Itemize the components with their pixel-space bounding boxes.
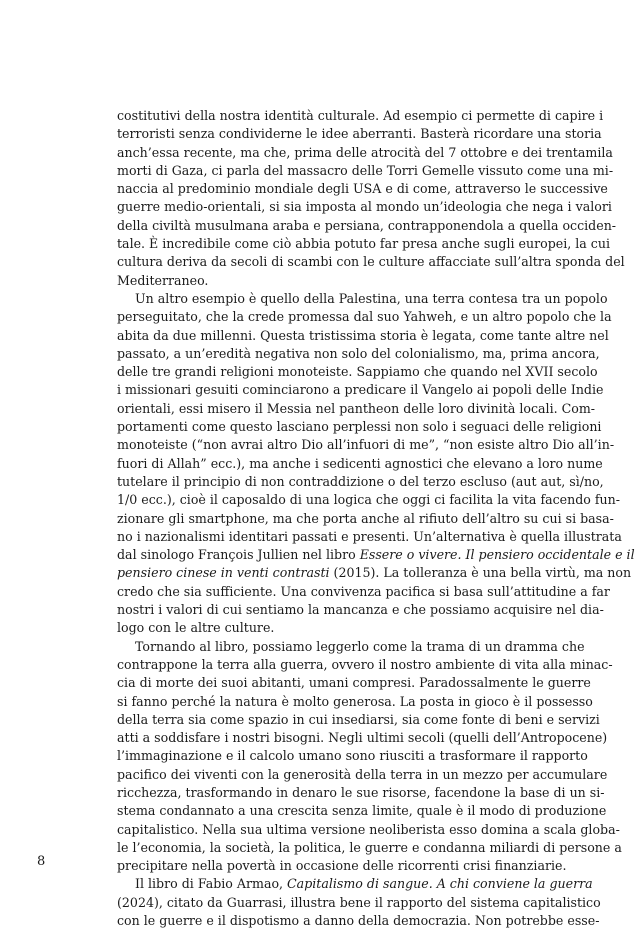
text-line	[117, 491, 621, 509]
book-title: Capitalismo di sangue. A chi conviene la guerra	[287, 876, 593, 892]
text-line	[117, 455, 603, 473]
line-text: nostri i valori di cui sentiamo la mancanza e che possiamo acquisire nel dia-	[117, 602, 604, 618]
line-text: dal sinologo François Jullien nel libro	[117, 547, 360, 563]
text-line	[117, 308, 612, 326]
text-line	[117, 327, 609, 345]
line-text: (2024), citato da Guarrasi, illustra bene il rapporto del sistema capitalistico	[117, 894, 601, 910]
line-text: credo che sia sufficiente. Una convivenza pacifica si basa sull’attitudine a far	[117, 583, 610, 599]
text-line	[117, 217, 617, 235]
line-text: fuori di Allah” ecc.), ma anche i sedicenti agnostici che elevano a loro nume	[117, 455, 603, 471]
text-line	[117, 821, 620, 839]
line-text: si fanno perché la natura è molto generosa. La posta in gioco è il possesso	[117, 693, 593, 709]
line-text: passato, a un’eredità negativa non solo del colonialismo, ma, prima ancora,	[117, 345, 600, 361]
line-text: portamenti come questo lasciano perplessi non solo i seguaci delle religioni	[117, 419, 602, 435]
line-text: della terra sia come spazio in cui insediarsi, sia come fonte di beni e servizi	[117, 711, 600, 727]
line-text: l’immaginazione e il calcolo umano sono riusciti a trasformare il rapporto	[117, 748, 588, 764]
text-line	[117, 235, 610, 253]
line-text: cia di morte dei suoi abitanti, umani compresi. Paradossalmente le guerre	[117, 675, 591, 691]
text-line	[117, 546, 635, 564]
text-line	[117, 875, 593, 893]
text-line	[117, 107, 604, 125]
line-text: tale. È incredibile come ciò abbia potuto far presa anche sugli europei, la cui	[117, 236, 610, 252]
line-text: naccia al predominio mondiale degli USA e di come, attraverso le successive	[117, 181, 608, 197]
text-line	[117, 564, 632, 582]
text-line	[117, 912, 600, 930]
line-text: zionare gli smartphone, ma che porta anche al rifiuto dell’altro su cui si basa-	[117, 510, 614, 526]
text-line	[117, 253, 625, 271]
line-text: tutelare il principio di non contraddizione o del terzo escluso (aut aut, sì/no,	[117, 473, 604, 489]
line-text: i missionari gesuiti cominciarono a predicare il Vangelo ai popoli delle Indie	[117, 382, 604, 398]
line-text: orientali, essi misero il Messia nel pantheon delle loro divinità locali. Com-	[117, 400, 596, 416]
line-text: Tornando al libro, possiamo leggerlo come la trama di un dramma che	[135, 638, 585, 654]
line-text: atti a soddisfare i nostri bisogni. Negli ultimi secoli (quelli dell’Antropocene)	[117, 730, 608, 746]
text-line	[117, 381, 604, 399]
line-text: Un altro esempio è quello della Palestina, una terra contesa tra un popolo	[135, 290, 608, 306]
line-text: contrappone la terra alla guerra, ovvero il nostro ambiente di vita alla minac-	[117, 656, 613, 672]
book-title: Essere o vivere. Il pensiero occidentale e il	[359, 547, 635, 563]
line-text: ricchezza, trasformando in denaro le sue risorse, facendone la base di un si-	[117, 784, 605, 800]
text-line	[117, 528, 622, 546]
body-text	[117, 107, 635, 930]
text-line	[117, 144, 613, 162]
text-line	[117, 638, 585, 656]
line-text: Mediterraneo.	[117, 272, 209, 288]
line-text: Il libro di Fabio Armao,	[135, 876, 288, 892]
text-line	[117, 290, 608, 308]
text-line	[117, 729, 608, 747]
text-line	[117, 674, 591, 692]
text-line	[117, 162, 614, 180]
line-text: della civiltà musulmana araba e persiana, contrapponendola a quella occiden-	[117, 217, 617, 233]
line-text: capitalistico. Nella sua ultima versione neoliberista esso domina a scala globa-	[117, 821, 620, 837]
line-text: terroristi senza condividerne le idee aberranti. Basterà ricordare una storia	[117, 126, 602, 142]
line-text: costitutivi della nostra identità culturale. Ad esempio ci permette di capire i	[117, 108, 604, 123]
line-text: no i nazionalismi identitari passati e presenti. Un’alternativa è quella illustrata	[117, 528, 622, 544]
text-line	[117, 619, 526, 637]
text-line	[117, 583, 610, 601]
text-line	[117, 510, 614, 528]
text-line	[117, 400, 596, 418]
text-line	[117, 894, 601, 912]
text-line	[117, 125, 602, 143]
line-text: delle tre grandi religioni monoteiste. Sappiamo che quando nel XVII secolo	[117, 364, 598, 380]
line-text-after: (2015). La tolleranza è una bella virtù, ma non	[329, 565, 632, 581]
text-line	[117, 601, 604, 619]
book-title: pensiero cinese in venti contrasti	[117, 565, 330, 581]
text-line	[117, 656, 613, 674]
text-line	[117, 198, 612, 216]
text-line	[117, 857, 567, 875]
text-line	[117, 345, 600, 363]
line-text: abita da due millenni. Questa tristissima storia è legata, come tante altre nel	[117, 327, 609, 343]
line-text: morti di Gaza, ci parla del massacro delle Torri Gemelle vissuto come una mi-	[117, 162, 614, 178]
line-text: guerre medio-orientali, si sia imposta al mondo un’ideologia che nega i valori	[117, 199, 612, 215]
text-line	[117, 180, 608, 198]
text-line	[117, 802, 607, 820]
line-text: anch’essa recente, ma che, prima delle atrocità del 7 ottobre e dei trentamila	[117, 144, 613, 160]
line-text: pacifico dei viventi con la generosità della terra in un mezzo per accumulare	[117, 766, 608, 782]
line-text: 1/0 ecc.), cioè il caposaldo di una logica che oggi ci facilita la vita facendo fun-	[117, 492, 621, 508]
line-text: logo con le altre culture.	[117, 620, 275, 636]
text-line	[117, 711, 600, 729]
text-line	[117, 839, 622, 857]
text-line	[117, 436, 615, 454]
line-text: le l’economia, la società, la politica, le guerre e condanna miliardi di persone a	[117, 839, 622, 855]
line-text: monoteiste (“non avrai altro Dio all’infuori di me”, “non esiste altro Dio all’in-	[117, 437, 615, 453]
text-line	[117, 272, 526, 290]
page-number: 8	[37, 854, 46, 869]
text-line	[117, 363, 598, 381]
line-text: perseguitato, che la crede promessa dal suo Yahweh, e un altro popolo che la	[117, 309, 612, 325]
text-line	[117, 693, 593, 711]
line-text: precipitare nella povertà in occasione delle ricorrenti crisi finanziarie.	[117, 858, 567, 874]
line-text: con le guerre e il dispotismo a danno della democrazia. Non potrebbe esse-	[117, 913, 600, 929]
text-line	[117, 747, 588, 765]
line-text: cultura deriva da secoli di scambi con le culture affacciate sull’altra sponda del	[117, 254, 625, 270]
line-text: stema condannato a una crescita senza limite, quale è il modo di produzione	[117, 803, 607, 819]
text-line	[117, 473, 604, 491]
text-line	[117, 418, 602, 436]
text-line	[117, 766, 608, 784]
text-line	[117, 784, 605, 802]
